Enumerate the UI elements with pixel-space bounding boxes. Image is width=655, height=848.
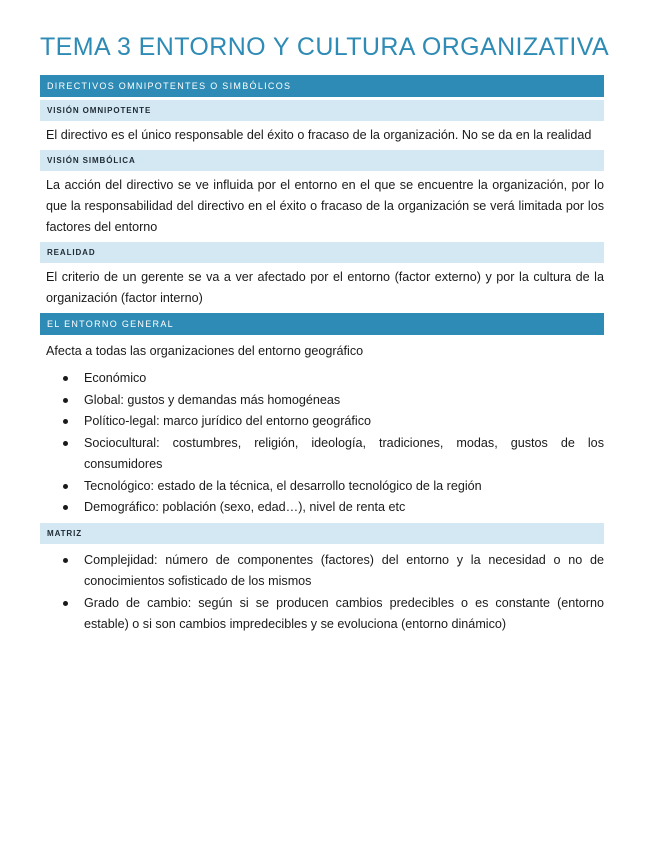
list-item <box>40 593 604 636</box>
paragraph-realidad: El criterio de un gerente se va a ver afectado por el entorno (factor externo) y por la cultura de la organización (factor interno) <box>46 270 604 305</box>
list-item-text: Global: gustos y demandas más homogéneas <box>84 392 341 407</box>
list-item <box>40 411 604 433</box>
list-item <box>40 476 604 498</box>
list-item <box>40 497 604 519</box>
subheading-vision-omnipotente: VISIÓN OMNIPOTENTE <box>40 100 604 121</box>
list-item-text: Económico <box>84 371 147 385</box>
list-item-text: Demográfico: población (sexo, edad…), nivel de renta etc <box>84 500 406 514</box>
section-heading-entorno-general: EL ENTORNO GENERAL <box>40 313 604 335</box>
subheading-realidad: REALIDAD <box>40 242 604 263</box>
document-page <box>40 30 610 640</box>
bullet-icon <box>63 419 68 424</box>
bullet-icon <box>63 398 68 403</box>
subheading-vision-simbolica: VISIÓN SIMBÓLICA <box>40 150 604 171</box>
list-item-text: Complejidad: número de componentes (factores) del entorno y la necesidad o no de conocimientos sofisticado de los mismos <box>84 552 604 588</box>
section-heading-directivos: DIRECTIVOS OMNIPOTENTES O SIMBÓLICOS <box>40 75 604 97</box>
subheading-matriz: MATRIZ <box>40 523 604 544</box>
entorno-general-list <box>40 368 604 519</box>
bullet-icon <box>63 484 68 489</box>
list-item-text: Grado de cambio: según si se producen cambios predecibles o es constante (entorno estable) o si son cambios impredecibles y se evoluciona (entorno dinámico) <box>84 595 604 631</box>
bullet-icon <box>63 601 68 606</box>
list-item-text: Tecnológico: estado de la técnica, el desarrollo tecnológico de la región <box>84 478 482 493</box>
list-item-text: Sociocultural: costumbres, religión, ideología, tradiciones, modas, gustos de los consumidores <box>84 435 604 471</box>
list-item <box>40 390 604 412</box>
page-title: TEMA 3 ENTORNO Y CULTURA ORGANIZATIVA <box>40 33 610 61</box>
bullet-icon <box>63 558 68 563</box>
matriz-list <box>40 550 604 636</box>
list-item <box>40 433 604 476</box>
bullet-icon <box>63 376 68 381</box>
paragraph-vision-omnipotente: El directivo es el único responsable del éxito o fracaso de la organización. No se da en la realidad <box>46 128 592 142</box>
bullet-icon <box>63 505 68 510</box>
paragraph-entorno-intro: Afecta a todas las organizaciones del entorno geográfico <box>46 344 364 358</box>
list-item <box>40 550 604 593</box>
paragraph-vision-simbolica: La acción del directivo se ve influida por el entorno en el que se encuentre la organización, por lo que la responsabilidad del directivo en el éxito o fracaso de la organización se verá limitada por los factores del entorno <box>46 178 604 234</box>
list-item <box>40 368 604 390</box>
list-item-text: Político-legal: marco jurídico del entorno geográfico <box>84 414 372 428</box>
bullet-icon <box>63 441 68 446</box>
